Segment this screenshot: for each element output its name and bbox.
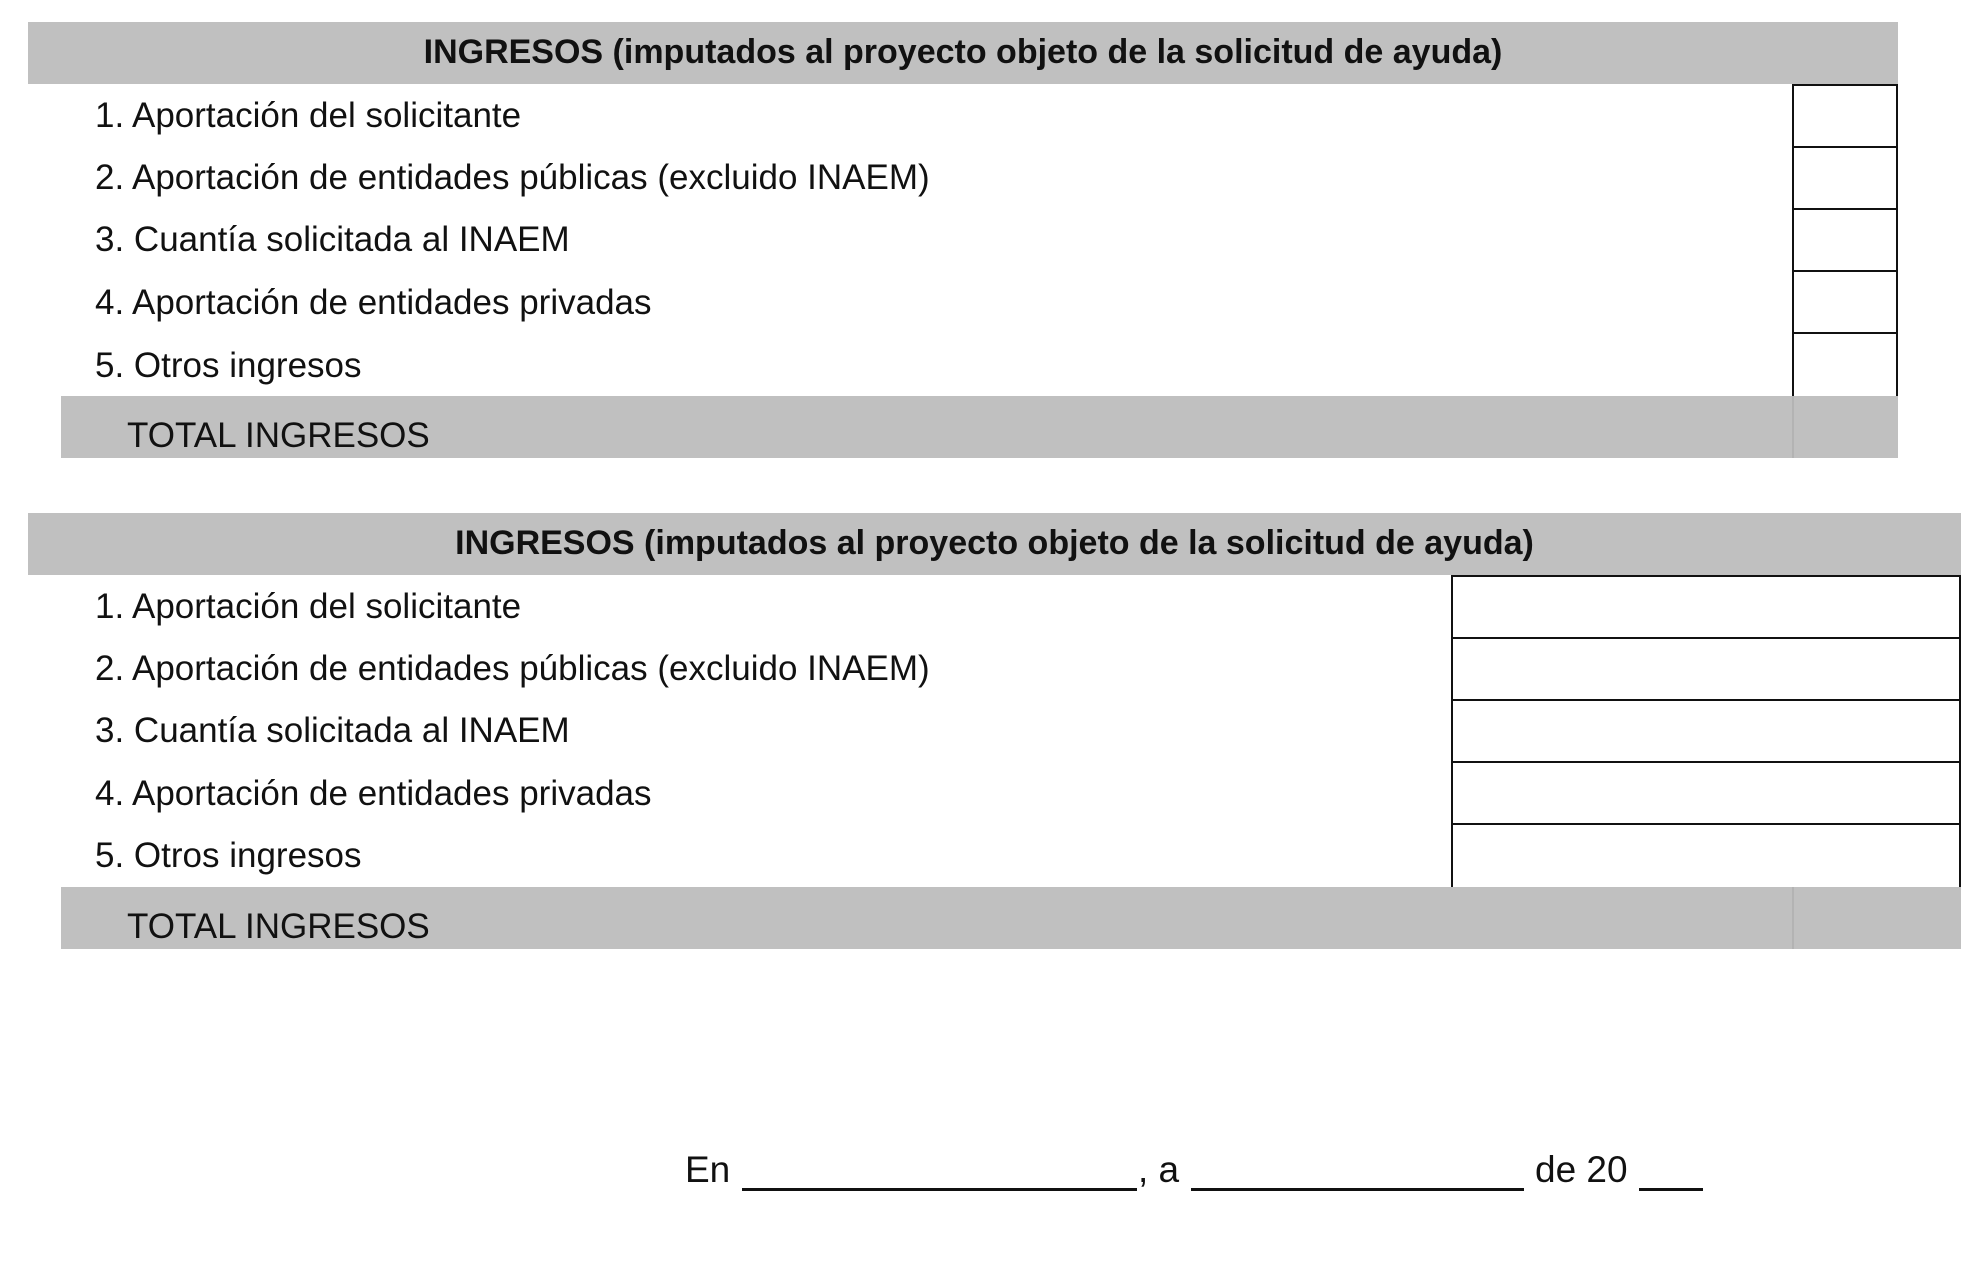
table-2-row-3-value-field[interactable]: [1451, 699, 1961, 763]
table-2-header: INGRESOS (imputados al proyecto objeto de la solicitud de ayuda): [28, 513, 1961, 575]
date-blank-line[interactable]: [1191, 1188, 1524, 1191]
table-1-row-2-label: 2. Aportación de entidades públicas (excluido INAEM): [95, 158, 930, 197]
table-2-row-4-value-field[interactable]: [1451, 761, 1961, 825]
table-1-row-1-value-field[interactable]: [1792, 84, 1898, 148]
table-1-row-4-label: 4. Aportación de entidades privadas: [95, 283, 652, 322]
table-1-row-5-value-field[interactable]: [1792, 332, 1898, 398]
year-blank-line[interactable]: [1639, 1188, 1703, 1191]
table-2-row-1-label: 1. Aportación del solicitante: [95, 587, 522, 626]
table-2-row-2-label: 2. Aportación de entidades públicas (excluido INAEM): [95, 649, 930, 688]
table-1-row-3-label: 3. Cuantía solicitada al INAEM: [95, 220, 570, 259]
table-1-row-2-value-field[interactable]: [1792, 146, 1898, 210]
table-2-total-row: [61, 887, 1961, 949]
table-1-row-5-label: 5. Otros ingresos: [95, 346, 362, 385]
table-1-row-1-label: 1. Aportación del solicitante: [95, 96, 522, 135]
table-2-row-4-label: 4. Aportación de entidades privadas: [95, 774, 652, 813]
table-1-row-3-value-field[interactable]: [1792, 208, 1898, 272]
date-separator-text: , a: [1138, 1149, 1180, 1190]
table-2-row-5-value-field[interactable]: [1451, 823, 1961, 889]
table-2-total-divider: [1792, 887, 1794, 949]
table-1-total-divider: [1792, 396, 1794, 458]
place-blank-line[interactable]: [742, 1188, 1137, 1191]
place-prefix-text: En: [685, 1149, 731, 1190]
table-2-row-1-value-field[interactable]: [1451, 575, 1961, 639]
table-2-row-2-value-field[interactable]: [1451, 637, 1961, 701]
table-1-header: INGRESOS (imputados al proyecto objeto de la solicitud de ayuda): [28, 22, 1898, 84]
table-1-total-label: TOTAL INGRESOS: [127, 416, 430, 455]
table-2-row-5-label: 5. Otros ingresos: [95, 836, 362, 875]
table-2-total-label: TOTAL INGRESOS: [127, 907, 430, 946]
year-prefix-text: de 20: [1535, 1149, 1628, 1190]
table-1-row-4-value-field[interactable]: [1792, 270, 1898, 334]
table-1-total-row: [61, 396, 1898, 458]
table-2-row-3-label: 3. Cuantía solicitada al INAEM: [95, 711, 570, 750]
